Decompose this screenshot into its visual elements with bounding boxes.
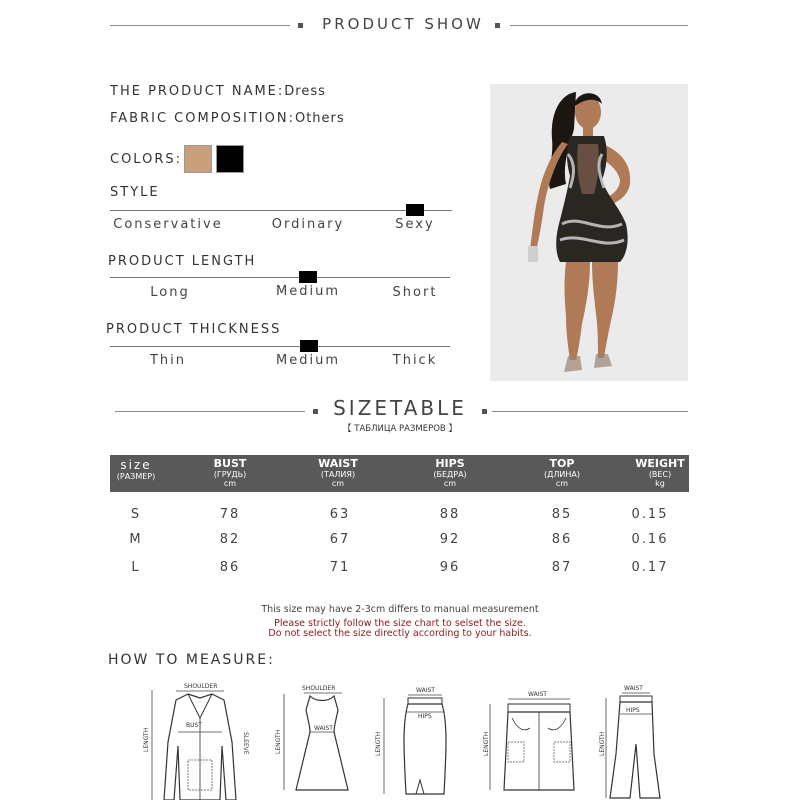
dress-shoulder-label: SHOULDER	[302, 685, 336, 692]
thickness-option-thin: Thin	[149, 353, 187, 368]
note-not-habits: Do not select the size directly according to your habits.	[268, 628, 532, 639]
fabric-value: Others	[294, 111, 345, 126]
header-weight-name: WEIGHT	[635, 457, 685, 470]
cell-bust: 82	[219, 532, 241, 547]
header-size-ru: (РАЗМЕР)	[116, 472, 156, 481]
header-size-name: size	[120, 458, 152, 472]
sizetable-title: SIZETABLE	[333, 396, 467, 420]
cell-waist: 67	[329, 532, 351, 547]
style-option-conservative: Conservative	[113, 217, 223, 232]
cell-weight: 0.16	[631, 532, 669, 547]
fabric-composition	[110, 111, 345, 126]
how-to-measure-title: HOW TO MEASURE:	[108, 652, 275, 668]
dress-waist-label: WAIST	[314, 725, 333, 732]
thickness-option-medium: Medium	[276, 353, 340, 368]
size-table-header	[110, 455, 689, 492]
denim-skirt-measure-figure	[484, 688, 584, 800]
skirt-waist-label: WAIST	[416, 687, 435, 694]
header-dot-right	[495, 23, 500, 28]
length-option-short: Short	[392, 285, 438, 300]
style-scale-line	[110, 210, 452, 211]
trousers-waist-label: WAIST	[624, 685, 643, 692]
cell-top: 86	[551, 532, 573, 547]
note-follow-chart: Please strictly follow the size chart to selset the size.	[274, 618, 526, 629]
header-top-unit: cm	[555, 479, 569, 488]
header-bust-unit: cm	[223, 479, 237, 488]
table-row	[110, 532, 689, 556]
length-option-long: Long	[150, 285, 190, 300]
cell-size: L	[131, 560, 141, 575]
model-figure	[490, 84, 688, 381]
skirt-hips-label: HIPS	[418, 713, 432, 720]
cell-size: S	[130, 507, 142, 522]
skirt-length-label: LENGTH	[375, 731, 382, 756]
trousers-length-label: LENGTH	[599, 731, 606, 756]
cell-bust: 78	[219, 507, 241, 522]
header-hips-unit: cm	[443, 479, 457, 488]
table-row	[110, 507, 689, 531]
dress-length-label: LENGTH	[275, 729, 282, 754]
header-bust-ru: (ГРУДЬ)	[213, 470, 247, 479]
skirt-measure-figure	[372, 684, 452, 799]
length-scale-line	[110, 277, 450, 278]
style-option-ordinary: Ordinary	[271, 217, 345, 232]
thickness-scale-line	[110, 346, 450, 347]
cell-hips: 96	[439, 560, 461, 575]
header-dot-left	[298, 23, 303, 28]
cell-top: 85	[551, 507, 573, 522]
header-waist	[298, 455, 378, 492]
product-photo	[490, 84, 688, 381]
table-row	[110, 560, 689, 584]
cell-waist: 63	[329, 507, 351, 522]
cell-hips: 88	[439, 507, 461, 522]
cell-waist: 71	[329, 560, 351, 575]
cell-weight: 0.15	[631, 507, 669, 522]
header-top-ru: (ДЛИНА)	[544, 470, 580, 479]
header-top-name: TOP	[549, 457, 575, 470]
header-waist-ru: (ТАЛИЯ)	[320, 470, 356, 479]
denim-waist-label: WAIST	[528, 691, 547, 698]
cell-top: 87	[551, 560, 573, 575]
colors-label: COLORS:	[110, 152, 182, 167]
color-swatch-tan[interactable]	[184, 145, 212, 173]
cell-weight: 0.17	[631, 560, 669, 575]
header-hips	[410, 455, 490, 492]
trousers-hips-label: HIPS	[626, 707, 640, 714]
header-waist-unit: cm	[331, 479, 345, 488]
cell-hips: 92	[439, 532, 461, 547]
denim-length-label: LENGTH	[483, 731, 490, 756]
sizetable-subtitle: 【 ТАБЛИЦА РАЗМЕРОВ 】	[343, 424, 457, 434]
thickness-option-thick: Thick	[392, 353, 438, 368]
header-size	[110, 455, 162, 492]
style-label: STYLE	[110, 185, 160, 200]
length-marker	[299, 271, 317, 283]
jacket-measure-figure	[140, 682, 250, 800]
header-weight-ru: (ВЕС)	[648, 470, 672, 479]
note-measurement: This size may have 2-3cm differs to manual measurement	[261, 604, 539, 615]
sizetable-dot-left	[313, 409, 318, 414]
page-title: PRODUCT SHOW	[322, 15, 484, 33]
sizetable-rule-left	[115, 411, 305, 412]
thickness-label: PRODUCT THICKNESS	[106, 322, 282, 337]
cell-bust: 86	[219, 560, 241, 575]
style-option-sexy: Sexy	[395, 217, 435, 232]
header-bust-name: BUST	[213, 457, 247, 470]
jacket-bust-label: BUST	[186, 722, 202, 729]
product-name-value: Dress	[284, 84, 326, 99]
header-rule-right	[510, 25, 688, 26]
header-top	[522, 455, 602, 492]
length-option-medium: Medium	[276, 284, 340, 299]
product-name-label: THE PRODUCT NAME:	[110, 84, 285, 99]
header-weight-unit: kg	[655, 479, 665, 488]
jacket-length-label: LENGTH	[143, 727, 150, 752]
thickness-marker	[300, 340, 318, 352]
header-hips-name: HIPS	[435, 457, 465, 470]
header-bust	[190, 455, 270, 492]
header-waist-name: WAIST	[318, 457, 358, 470]
trousers-measure-figure	[600, 684, 680, 799]
header-weight	[620, 455, 700, 492]
sizetable-rule-right	[492, 411, 688, 412]
jacket-shoulder-label: SHOULDER	[184, 683, 218, 690]
product-name	[110, 84, 326, 99]
header-rule-left	[110, 25, 290, 26]
cell-size: M	[129, 532, 143, 547]
dress-measure-figure	[272, 684, 352, 799]
color-swatch-black[interactable]	[216, 145, 244, 173]
jacket-sleeve-label: SLEEVE	[242, 732, 249, 755]
length-label: PRODUCT LENGTH	[108, 254, 257, 269]
fabric-label: FABRIC COMPOSITION:	[110, 111, 295, 126]
sizetable-dot-right	[482, 409, 487, 414]
header-hips-ru: (БЕДРА)	[433, 470, 467, 479]
style-marker	[406, 204, 424, 216]
